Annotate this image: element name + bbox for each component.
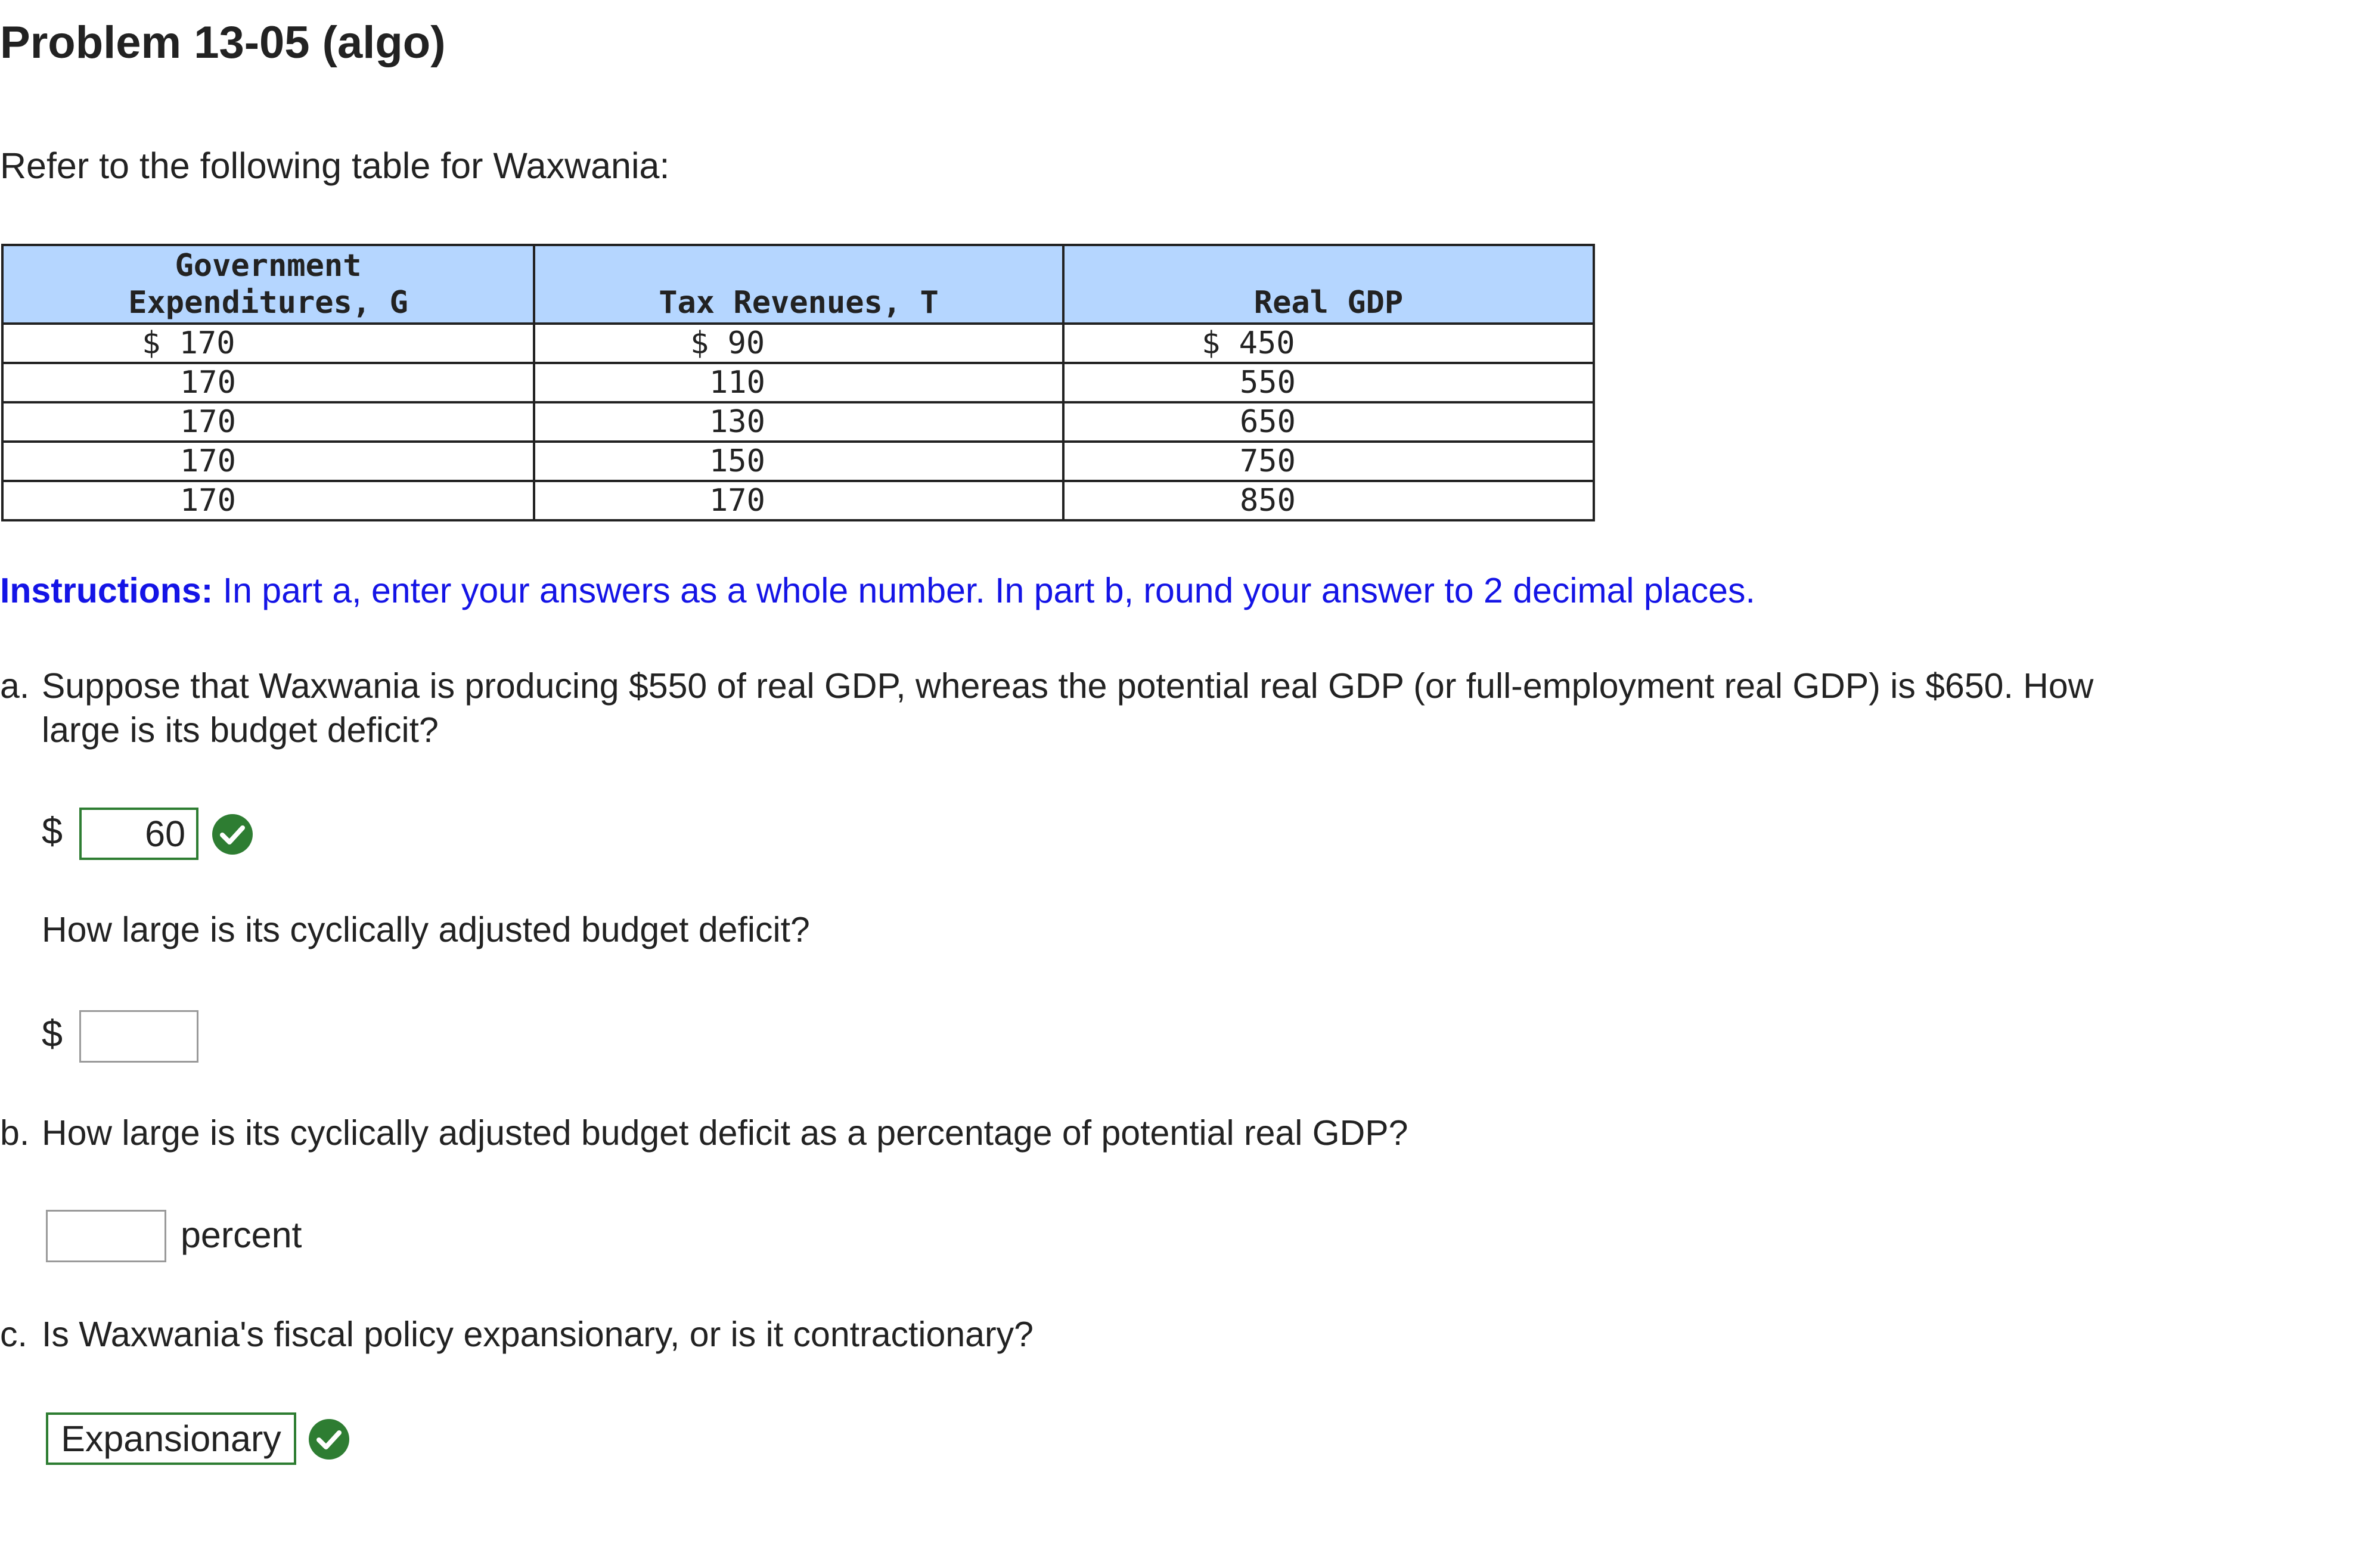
table-header-row xyxy=(2,245,1594,324)
table-cell: 110 xyxy=(534,363,1063,402)
check-circle-icon xyxy=(212,814,253,855)
percent-label: percent xyxy=(181,1215,302,1255)
dollar-sign: $ xyxy=(42,1013,63,1055)
instructions-text: In part a, enter your answers as a whole number. In part b, round your answer to 2 decimal places. xyxy=(222,571,1755,610)
part-a-letter: a. xyxy=(0,666,30,706)
budget-deficit-input[interactable]: 60 xyxy=(79,808,198,860)
part-c-question: Is Waxwania's fiscal policy expansionary, or is it contractionary? xyxy=(42,1315,1034,1354)
table-row xyxy=(2,481,1594,520)
table-row xyxy=(2,442,1594,481)
instructions xyxy=(0,573,1755,608)
table-row xyxy=(2,363,1594,402)
header-tax-revenues xyxy=(534,245,1063,324)
part-b-letter: b. xyxy=(0,1113,30,1153)
part-a-question2: How large is its cyclically adjusted budget deficit? xyxy=(42,910,810,949)
table-cell: 850 xyxy=(1063,481,1594,520)
table-cell: 170 xyxy=(2,402,534,442)
table-cell: 170 xyxy=(534,481,1063,520)
table-cell: 150 xyxy=(534,442,1063,481)
table-cell: 170 xyxy=(2,442,534,481)
page-title: Problem 13-05 (algo) xyxy=(0,17,446,68)
table-cell: $ 450 xyxy=(1063,324,1594,363)
table-cell: $ 90 xyxy=(534,324,1063,363)
dollar-sign: $ xyxy=(42,811,63,852)
table-cell: 170 xyxy=(2,481,534,520)
part-a-question-line2: large is its budget deficit? xyxy=(42,710,439,750)
header-real-gdp xyxy=(1063,245,1594,324)
instructions-label: Instructions: xyxy=(0,571,213,610)
table-cell: 650 xyxy=(1063,402,1594,442)
table-cell: 550 xyxy=(1063,363,1594,402)
part-a-question-line1: Suppose that Waxwania is producing $550 of real GDP, whereas the potential real GDP (or full-employment real GDP) is $650. How xyxy=(42,666,2094,706)
table-row xyxy=(2,402,1594,442)
header-line: Expenditures, G xyxy=(128,285,408,321)
header-line: Real GDP xyxy=(1253,285,1404,321)
fiscal-policy-select[interactable]: Expansionary xyxy=(46,1412,296,1465)
percentage-input[interactable] xyxy=(46,1210,166,1262)
data-table xyxy=(1,244,1595,521)
table-row xyxy=(2,324,1594,363)
cyclically-adjusted-deficit-input[interactable] xyxy=(79,1010,198,1063)
table-cell: 170 xyxy=(2,363,534,402)
part-b-question: How large is its cyclically adjusted budget deficit as a percentage of potential real GDP? xyxy=(42,1113,1408,1153)
table-cell: 130 xyxy=(534,402,1063,442)
table-cell: 750 xyxy=(1063,442,1594,481)
header-line: Government xyxy=(175,248,362,284)
part-c-letter: c. xyxy=(0,1315,27,1354)
intro-text: Refer to the following table for Waxwania: xyxy=(0,145,670,186)
header-line: Tax Revenues, T xyxy=(659,285,939,321)
header-government-expenditures xyxy=(2,245,534,324)
table-cell: $ 170 xyxy=(2,324,534,363)
check-circle-icon xyxy=(309,1419,349,1460)
